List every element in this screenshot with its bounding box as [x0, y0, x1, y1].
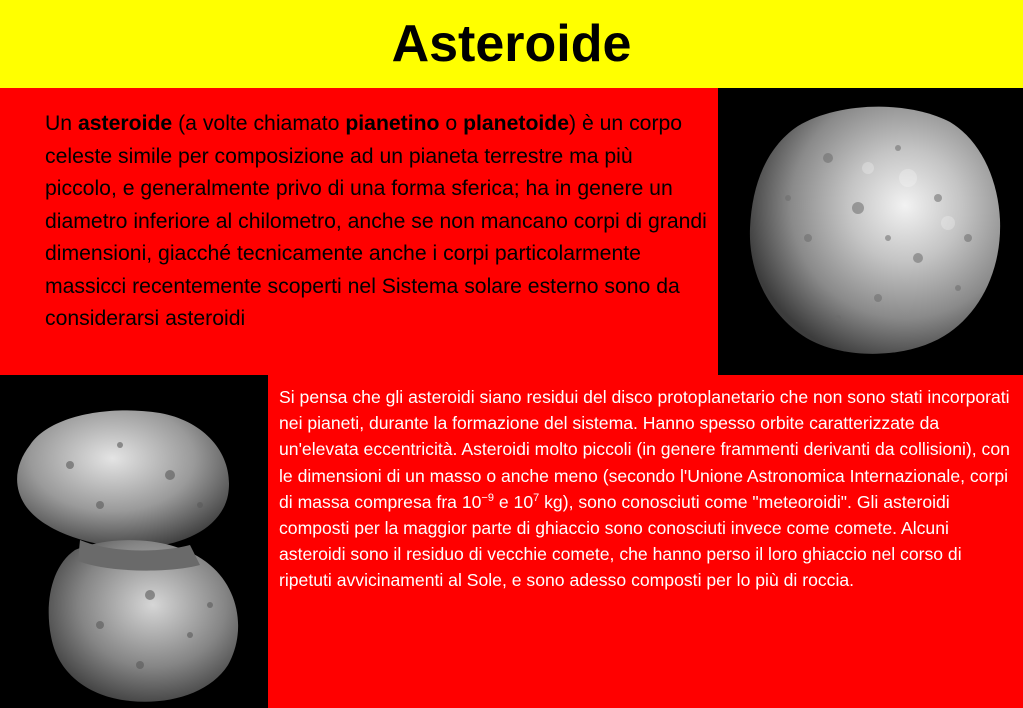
asteroid-photo-itokawa — [0, 375, 268, 708]
details-panel — [268, 375, 1023, 708]
term-planetoide: planetoide — [463, 112, 570, 135]
exponent-min: −9 — [481, 491, 494, 504]
exponent-max: 7 — [533, 491, 540, 504]
term-asteroide: asteroide — [77, 112, 173, 135]
elongated-asteroid-image — [0, 375, 268, 708]
title-bar — [0, 0, 1023, 88]
round-asteroid-image — [718, 88, 1023, 375]
intro-paragraph: Un asteroide (a volte chiamato pianetino o planetoide) è un corpo celeste simile per composizione ad un pianeta terrestre ma più piccolo, e generalmente privo di una forma sferica; ha in genere un diametro inferiore al chilometro, anche se non mancano corpi di grandi dimensioni, giacché tecnicamente anche i corpi particolarmente massicci recentemente scoperti nel Sistema solare esterno sono da considerarsi asteroidi — [45, 112, 707, 330]
details-paragraph: Si pensa che gli asteroidi siano residui del disco protoplanetario che non sono stati incorporati nei pianeti, durante la formazione del sistema. Hanno spesso orbite caratterizzate da un'elevata eccentricità. Asteroidi molto piccoli (in genere frammenti derivanti da collisioni), con le dimensioni di un masso o anche meno (secondo l'Unione Astronomica Internazionale, corpi di massa compresa fra $10^{-9}$ e $10^7$ kg), sono conosciuti come "meteoroidi". Gli asteroidi composti per la maggior parte di ghiaccio sono conosciuti invece come comete. Alcuni asteroidi sono il residuo di vecchie comete, che hanno perso il loro ghiaccio nel corso di ripetuti avvicinamenti al Sole, e sono adesso composti per lo più di roccia. — [279, 387, 1010, 591]
page-title: Asteroide — [391, 15, 632, 73]
term-pianetino: pianetino — [345, 112, 440, 135]
intro-panel — [0, 88, 718, 375]
asteroid-photo-round — [718, 88, 1023, 375]
